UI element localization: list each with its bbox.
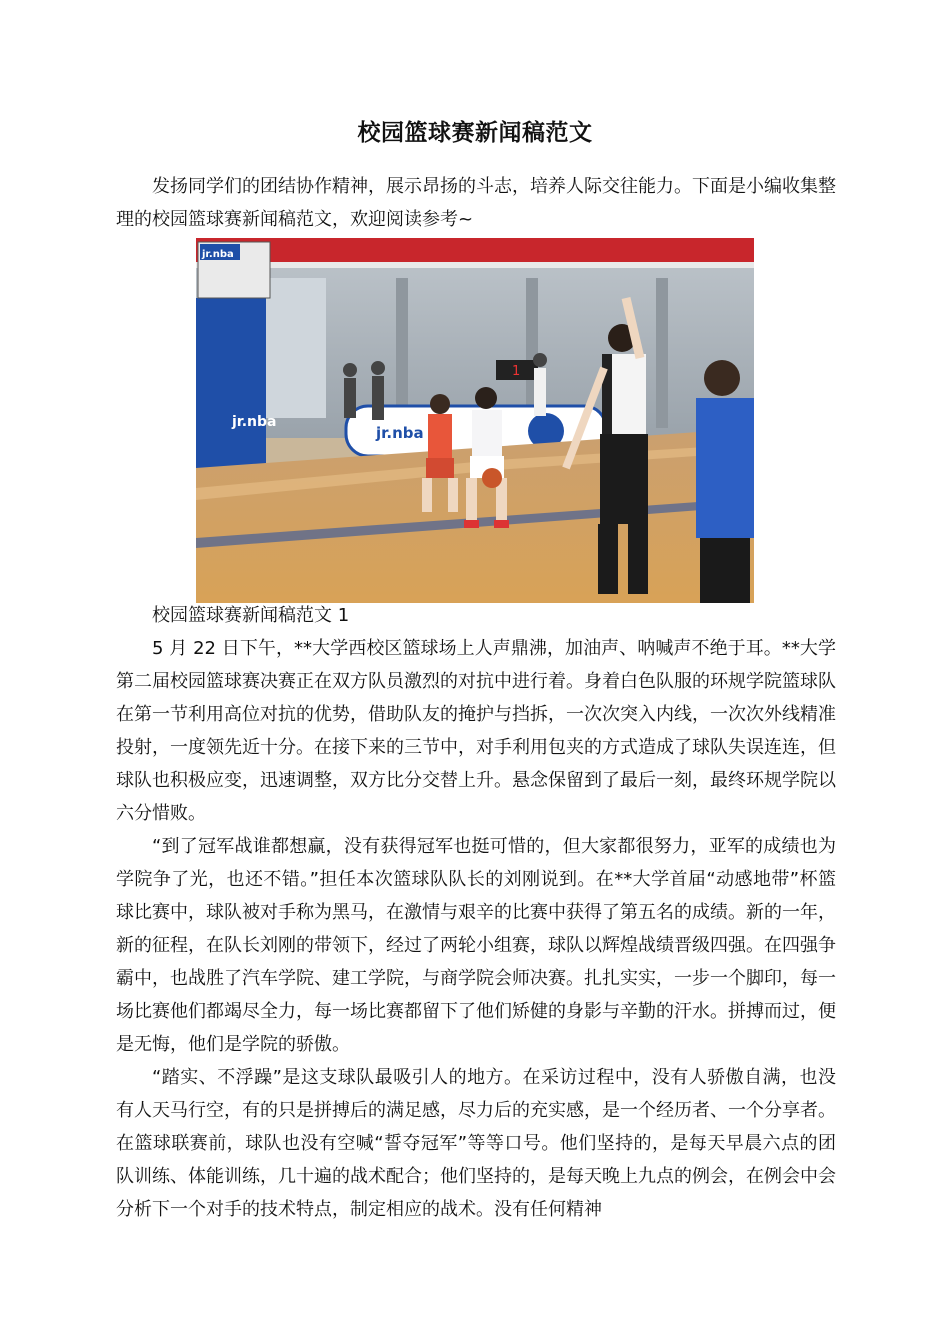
- paragraph-2: “到了冠军战谁都想赢，没有获得冠军也挺可惜的，但大家都很努力，亚军的成绩也为学院争了光，也还不错。”担任本次篮球队队长的刘刚说到。在**大学首届“动感地带”杯篮球比赛中，球队被对手称为黑马，在激情与艰辛的比赛中获得了第五名的成绩。新的一年，新的征程，在队长刘刚的带领下，经过了两轮小组赛，球队以辉煌战绩晋级四强。在四强争霸中，也战胜了汽车学院、建工学院，与商学院会师决赛。扎扎实实，一步一个脚印，每一场比赛他们都竭尽全力，每一场比赛都留下了他们矫健的身影与辛勤的汗水。拼搏而过，便是无悔，他们是学院的骄傲。: [116, 836, 836, 1055]
- photo-logo-1: jr.nba: [232, 414, 277, 430]
- basketball-photo: [196, 238, 754, 603]
- document-title: 校园篮球赛新闻稿范文: [357, 120, 593, 146]
- intro-block: [116, 170, 836, 236]
- photo-logo-2: jr.nba: [202, 249, 234, 260]
- intro-paragraph: 发扬同学们的团结协作精神，展示昂扬的斗志，培养人际交往能力。下面是小编收集整理的校园篮球赛新闻稿范文，欢迎阅读参考~: [116, 176, 836, 230]
- article-body: [116, 599, 836, 1226]
- paragraph-3: “踏实、不浮躁”是这支球队最吸引人的地方。在采访过程中，没有人骄傲自满，也没有人天马行空，有的只是拼搏后的满足感，尽力后的充实感，是一个经历者、一个分享者。在篮球联赛前，球队也没有空喊“誓夺冠军”等等口号。他们坚持的，是每天早晨六点的团队训练、体能训练，几十遍的战术配合；他们坚持的，是每天晚上九点的例会，在例会中会分析下一个对手的技术特点，制定相应的战术。没有任何精神: [116, 1067, 836, 1220]
- paragraph-1: 5 月 22 日下午，**大学西校区篮球场上人声鼎沸，加油声、呐喊声不绝于耳。**大学第二届校园篮球赛决赛正在双方队员激烈的对抗中进行着。身着白色队服的环规学院篮球队在第一节利用高位对抗的优势，借助队友的掩护与挡拆，一次次突入内线，一次次外线精准投射，一度领先近十分。在接下来的三节中，对手利用包夹的方式造成了球队失误连连，但球队也积极应变，迅速调整，双方比分交替上升。悬念保留到了最后一刻，最终环规学院以六分惜败。: [116, 638, 836, 824]
- photo-scoreboard: 1: [512, 364, 521, 379]
- section-title: 校园篮球赛新闻稿范文 1: [152, 605, 350, 626]
- photo-logo-3: jr.nba: [376, 424, 424, 442]
- basketball-photo-illustration: [196, 238, 754, 603]
